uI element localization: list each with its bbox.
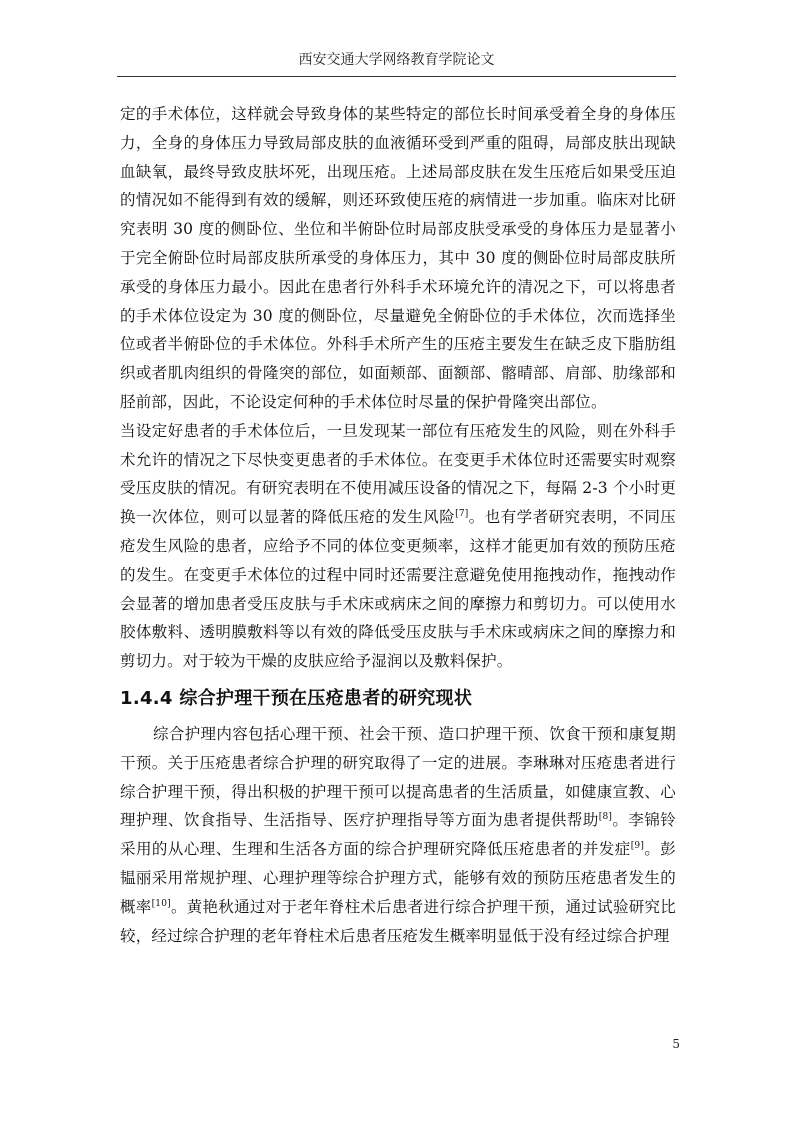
citation-ref: [10]: [151, 898, 171, 909]
header-divider: [117, 76, 676, 77]
paragraph-text: 综合护理内容包括心理干预、社会干预、造口护理干预、饮食干预和康复期干预。关于压疮患者综合护理的研究取得了一定的进展。李琳琳对压疮患者进行综合护理干预，得出积极的护理干预可以提高患者的生活质量，如健康宣教、心理护理、饮食指导、生活指导、医疗护理指导等方面为患者提供帮助: [120, 724, 676, 830]
section-heading: 1.4.4 综合护理干预在压疮患者的研究现状: [120, 687, 473, 709]
paragraph-text: 定的手术体位，这样就会导致身体的某些特定的部位长时间承受着全身的身体压力，全身的身体压力导致局部皮肤的血液循环受到严重的阻碍，局部皮肤出现缺血缺氧，最终导致皮肤坏死，出现压疮。上述局部皮肤在发生压疮后如果受压迫的情况如不能得到有效的缓解，则还环致使压疮的病情进一步加重。临床对比研究表明 30 度的侧卧位、坐位和半俯卧位时局部皮肤受承受的身体压力是显著小于完全俯卧位时局部皮肤所承受的身体压力，其中 30 度的侧卧位时局部皮肤所承受的身体压力最小。因此在患者行外科手术环境允许的清况之下，可以将患者的手术体位设定为 30 度的侧卧位，尽量避免全俯卧位的手术体位，次而选择坐位或者半俯卧位的手术体位。外科手术所产生的压疮主要发生在缺乏皮下脂肪组织或者肌肉组织的骨隆突的部位，如面颊部、面额部、髂晴部、肩部、肋缘部和胫前部，因此，不论设定何种的手术体位时尽量的保护骨隆突出部位。: [120, 105, 676, 411]
paragraph-text: 。李锦铃采用的从心理、生理和生活各方面的综合护理研究降低压疮患者的并发症: [120, 811, 676, 859]
paragraph-surgical-position: [120, 100, 676, 417]
citation-ref: [8]: [598, 812, 613, 823]
paragraph-text: 。黄艳秋通过对于老年脊柱术后患者进行综合护理干预，通过试验研究比较，经过综合护理的老年脊柱术后患者压疮发生概率明显低于没有经过综合护理: [120, 897, 676, 945]
page-number: 5: [672, 1037, 680, 1051]
paragraph-position-change: [120, 417, 676, 676]
document-body: [120, 100, 676, 950]
citation-ref: [9]: [630, 840, 645, 851]
paragraph-comprehensive-nursing: [120, 720, 676, 950]
running-header: 西安交通大学网络教育学院论文: [298, 52, 495, 68]
paragraph-text: 当设定好患者的手术体位后，一旦发现某一部位有压疮发生的风险，则在外科手术允许的情况之下尽快变更患者的手术体位。在变更手术体位时还需要实时观察受压皮肤的情况。有研究表明在不使用减压设备的情况之下，每隔 2-3 个小时更换一次体位，则可以显著的降低压疮的发生风险: [120, 421, 676, 527]
paragraph-text: 。彭韫丽采用常规护理、心理护理等综合护理方式，能够有效的预防压疮患者发生的概率: [120, 840, 676, 916]
citation-ref: [7]: [455, 509, 469, 519]
paragraph-text: 。也有学者研究表明，不同压疮发生风险的患者，应给予不同的体位变更频率，这样才能更加有效的预防压疮的发生。在变更手术体位的过程中同时还需要注意避免使用拖拽动作，拖拽动作会显著的增加患者受压皮肤与手术床或病床之间的摩擦力和剪切力。可以使用水胶体敷料、透明膜敷料等以有效的降低受压皮肤与手术床或病床之间的摩擦力和剪切力。对于较为干燥的皮肤应给予湿润以及敷料保护。: [120, 508, 676, 671]
